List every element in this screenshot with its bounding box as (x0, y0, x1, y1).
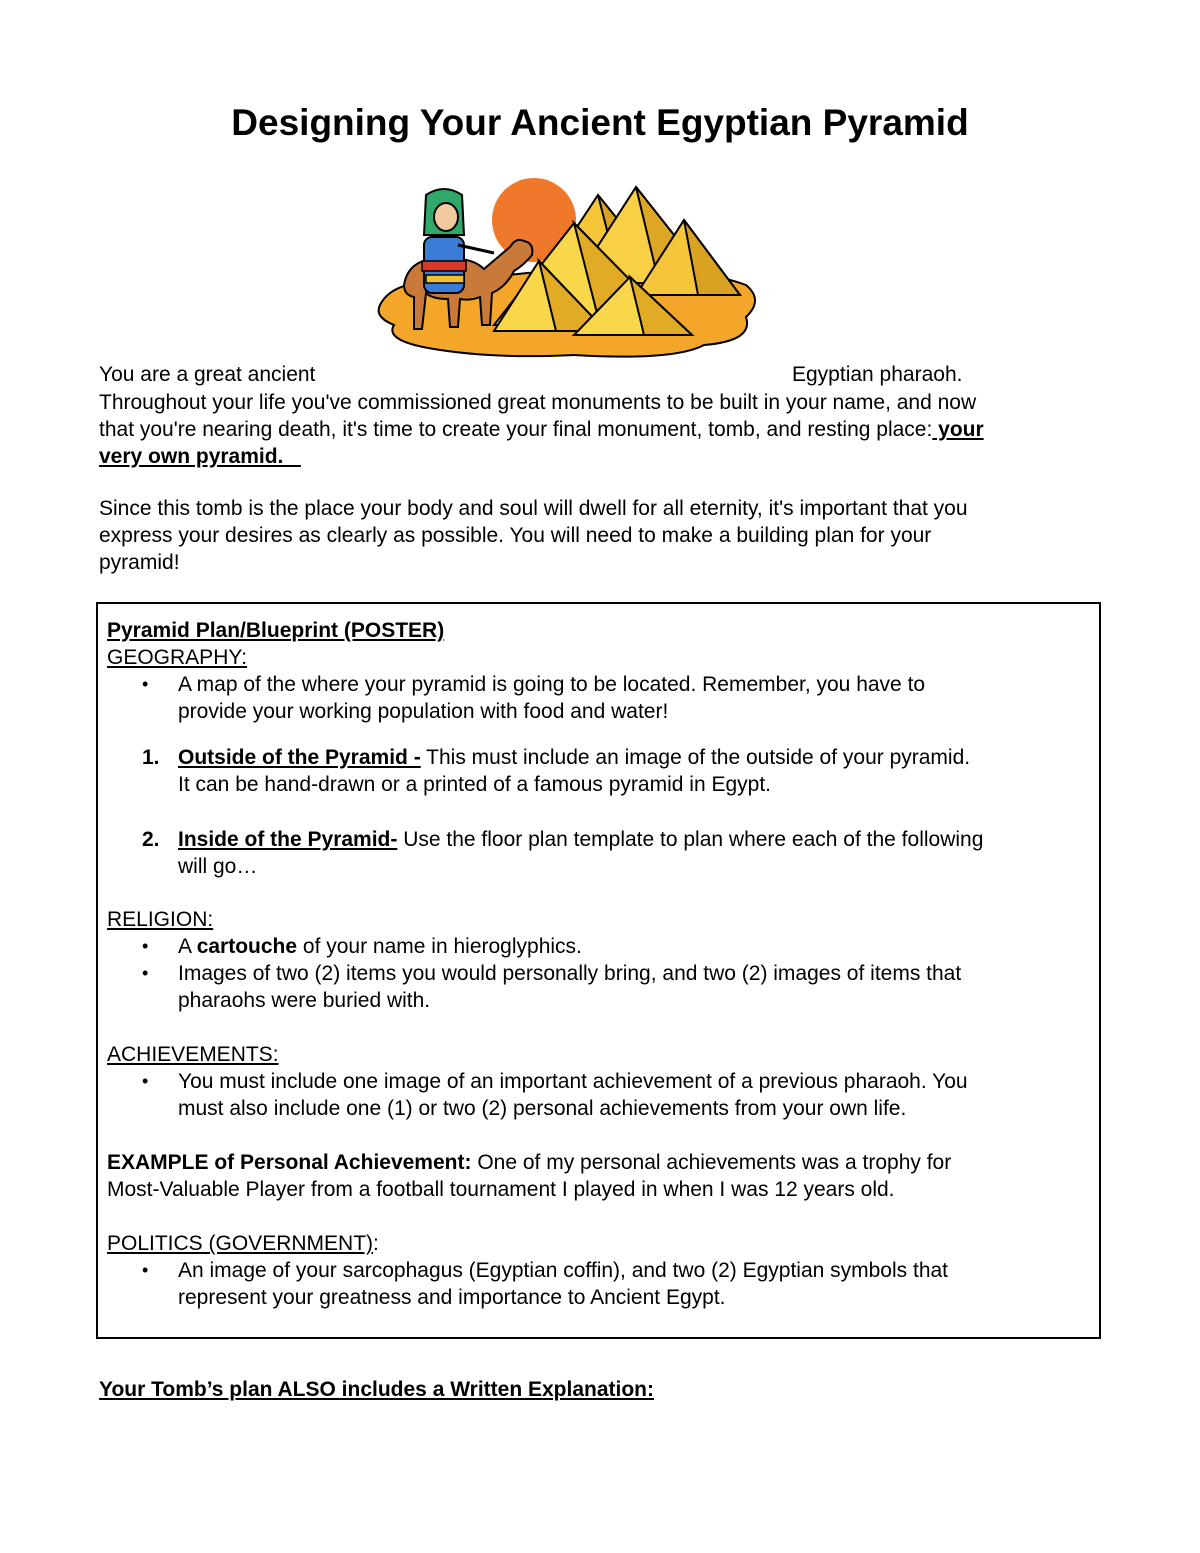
intro-line-1 (99, 361, 1109, 388)
intro-line-1-start: You are a great ancient (99, 363, 316, 386)
geography-bullet-line-1: A map of the where your pyramid is going to be located. Remember, you have to (178, 673, 926, 696)
camel-rider-pyramids-illustration (374, 165, 764, 370)
religion-bullet-1 (178, 933, 1088, 960)
item-1-line-2: It can be hand-drawn or a printed of a famous pyramid in Egypt. (178, 773, 771, 796)
intro-line-3 (99, 416, 1109, 443)
religion-b1-bold: cartouche (196, 935, 298, 958)
example-label: EXAMPLE of Personal Achievement: (107, 1151, 472, 1174)
example-line-2: Most-Valuable Player from a football tournament I played in when I was 12 years old. (107, 1178, 895, 1201)
religion-b1-pre: A (178, 935, 197, 958)
item-2-line-1 (178, 826, 1088, 853)
item-1-line-1-rest: This must include an image of the outside of your pyramid. (420, 746, 971, 769)
religion-bullet-2-icon: • (142, 963, 149, 983)
intro-line-3-emphasis: your (932, 418, 984, 441)
politics-bullet-icon: • (142, 1260, 149, 1280)
religion-bullet-2-line-2: pharaohs were buried with. (178, 989, 431, 1012)
item-2-line-2: will go… (178, 855, 258, 878)
page-title: Designing Your Ancient Egyptian Pyramid (231, 102, 969, 143)
pyramid-plan-box (96, 602, 1101, 1339)
box-heading: Pyramid Plan/Blueprint (POSTER) (107, 619, 445, 642)
religion-b1-post: of your name in hieroglyphics. (297, 935, 582, 958)
geography-bullet-line-2: provide your working population with food and water! (178, 700, 669, 723)
item-1-label: Outside of the Pyramid - (178, 746, 421, 769)
geography-label: GEOGRAPHY: (107, 646, 248, 669)
achievements-label: ACHIEVEMENTS: (107, 1043, 279, 1066)
intro-line-2: Throughout your life you've commissioned great monuments to be built in your name, and now (99, 391, 977, 414)
illustration-svg (374, 165, 764, 365)
example-line-1-rest: One of my personal achievements was a trophy for (471, 1151, 952, 1174)
item-1-line-1 (178, 744, 1088, 771)
written-explanation-heading: Your Tomb’s plan ALSO includes a Written Explanation: (99, 1378, 654, 1401)
religion-label: RELIGION: (107, 908, 214, 931)
religion-bullet-2-line-1: Images of two (2) items you would personally bring, and two (2) images of items that (178, 962, 962, 985)
politics-label-line (107, 1230, 379, 1257)
paragraph-2-line-1: Since this tomb is the place your body and soul will dwell for all eternity, it's important that you (99, 497, 968, 520)
intro-line-1-end: Egyptian pharaoh. (792, 363, 963, 386)
paragraph-2-line-3: pyramid! (99, 551, 180, 574)
item-1-number: 1. (142, 746, 160, 769)
politics-bullet-line-1: An image of your sarcophagus (Egyptian coffin), and two (2) Egyptian symbols that (178, 1259, 949, 1282)
achievements-bullet-icon: • (142, 1071, 149, 1091)
item-2-line-1-rest: Use the floor plan template to plan where each of the following (397, 828, 984, 851)
example-line-1 (107, 1149, 1087, 1176)
achievements-bullet-line-1: You must include one image of an important achievement of a previous pharaoh. You (178, 1070, 968, 1093)
item-2-label: Inside of the Pyramid- (178, 828, 398, 851)
paragraph-2-line-2: express your desires as clearly as possible. You will need to make a building plan for your (99, 524, 932, 547)
politics-label-tail: : (373, 1232, 379, 1255)
politics-bullet-line-2: represent your greatness and importance to Ancient Egypt. (178, 1286, 726, 1309)
geography-bullet-icon: • (142, 674, 149, 694)
intro-line-3-text: that you're nearing death, it's time to create your final monument, tomb, and resting place: (99, 418, 933, 441)
intro-line-4-emphasis: very own pyramid. (99, 445, 301, 468)
politics-label: POLITICS (GOVERNMENT) (107, 1232, 374, 1255)
achievements-bullet-line-2: must also include one (1) or two (2) personal achievements from your own life. (178, 1097, 907, 1120)
religion-bullet-1-icon: • (142, 936, 149, 956)
item-2-number: 2. (142, 828, 160, 851)
